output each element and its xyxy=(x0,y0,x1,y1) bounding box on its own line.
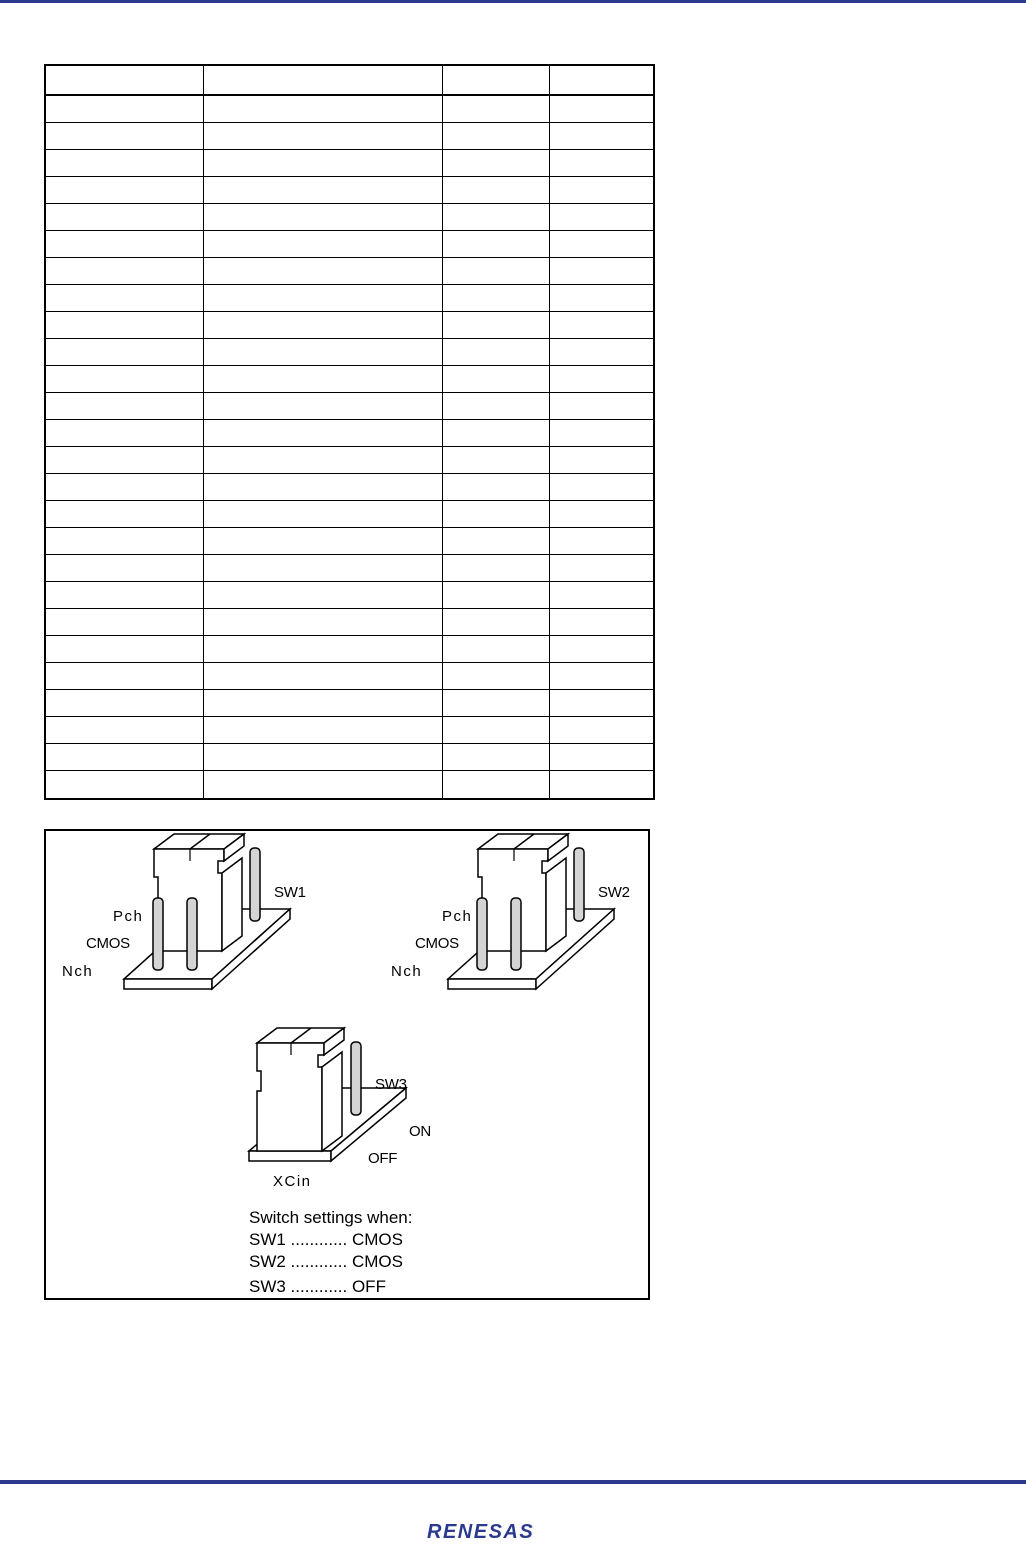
table-row-divider xyxy=(46,176,653,177)
table-row-divider xyxy=(46,203,653,204)
settings-line-sw1: SW1 ............ CMOS xyxy=(249,1230,403,1249)
sw1-pch-label: Pch xyxy=(113,908,144,925)
table-row-divider xyxy=(46,554,653,555)
table-row-divider xyxy=(46,662,653,663)
table-row-divider xyxy=(46,311,653,312)
sw1-label: SW1 xyxy=(274,884,306,901)
settings-line-sw3: SW3 ............ OFF xyxy=(249,1277,386,1296)
blank-table xyxy=(44,64,655,800)
table-row-divider xyxy=(46,500,653,501)
switch-settings-text xyxy=(249,1207,412,1298)
table-row-divider xyxy=(46,338,653,339)
table-row-divider xyxy=(46,608,653,609)
sw3-on-label: ON xyxy=(409,1123,431,1140)
sw2-label: SW2 xyxy=(598,884,630,901)
table-column-divider xyxy=(549,66,550,798)
table-row-divider xyxy=(46,527,653,528)
footer-rule xyxy=(0,1480,1026,1484)
sw3-off-label: OFF xyxy=(368,1150,398,1167)
table-row-divider xyxy=(46,392,653,393)
sw1-cmos-label: CMOS xyxy=(86,935,130,952)
table-row-divider xyxy=(46,743,653,744)
table-row-divider xyxy=(46,257,653,258)
settings-line-sw2: SW2 ............ CMOS xyxy=(249,1252,403,1271)
table-row-divider xyxy=(46,770,653,771)
table-row-divider xyxy=(46,230,653,231)
table-column-divider xyxy=(442,66,443,798)
table-column-divider xyxy=(203,66,204,798)
sw2-pch-label: Pch xyxy=(442,908,473,925)
table-row-divider xyxy=(46,122,653,123)
table-row-divider xyxy=(46,581,653,582)
table-row-divider xyxy=(46,365,653,366)
sw2-cmos-label: CMOS xyxy=(415,935,459,952)
header-rule xyxy=(0,0,1026,3)
sw3-label: SW3 xyxy=(375,1076,407,1093)
sw1-nch-label: Nch xyxy=(62,963,94,980)
table-row-divider xyxy=(46,716,653,717)
table-row-divider xyxy=(46,284,653,285)
renesas-logo xyxy=(427,1520,572,1547)
table-row-divider xyxy=(46,446,653,447)
sw3-xcin-label: XCin xyxy=(273,1173,312,1190)
table-row-divider xyxy=(46,473,653,474)
svg-text:RENESAS: RENESAS xyxy=(427,1521,535,1542)
sw1-jumper xyxy=(124,834,290,989)
table-header-divider xyxy=(46,94,653,96)
table-row-divider xyxy=(46,419,653,420)
table-row-divider xyxy=(46,635,653,636)
sw3-jumper xyxy=(249,1028,406,1161)
table-row-divider xyxy=(46,149,653,150)
settings-heading: Switch settings when: xyxy=(249,1208,413,1227)
sw2-nch-label: Nch xyxy=(391,963,423,980)
sw2-jumper xyxy=(448,834,614,989)
table-row-divider xyxy=(46,689,653,690)
switch-settings-diagram xyxy=(44,829,650,1300)
